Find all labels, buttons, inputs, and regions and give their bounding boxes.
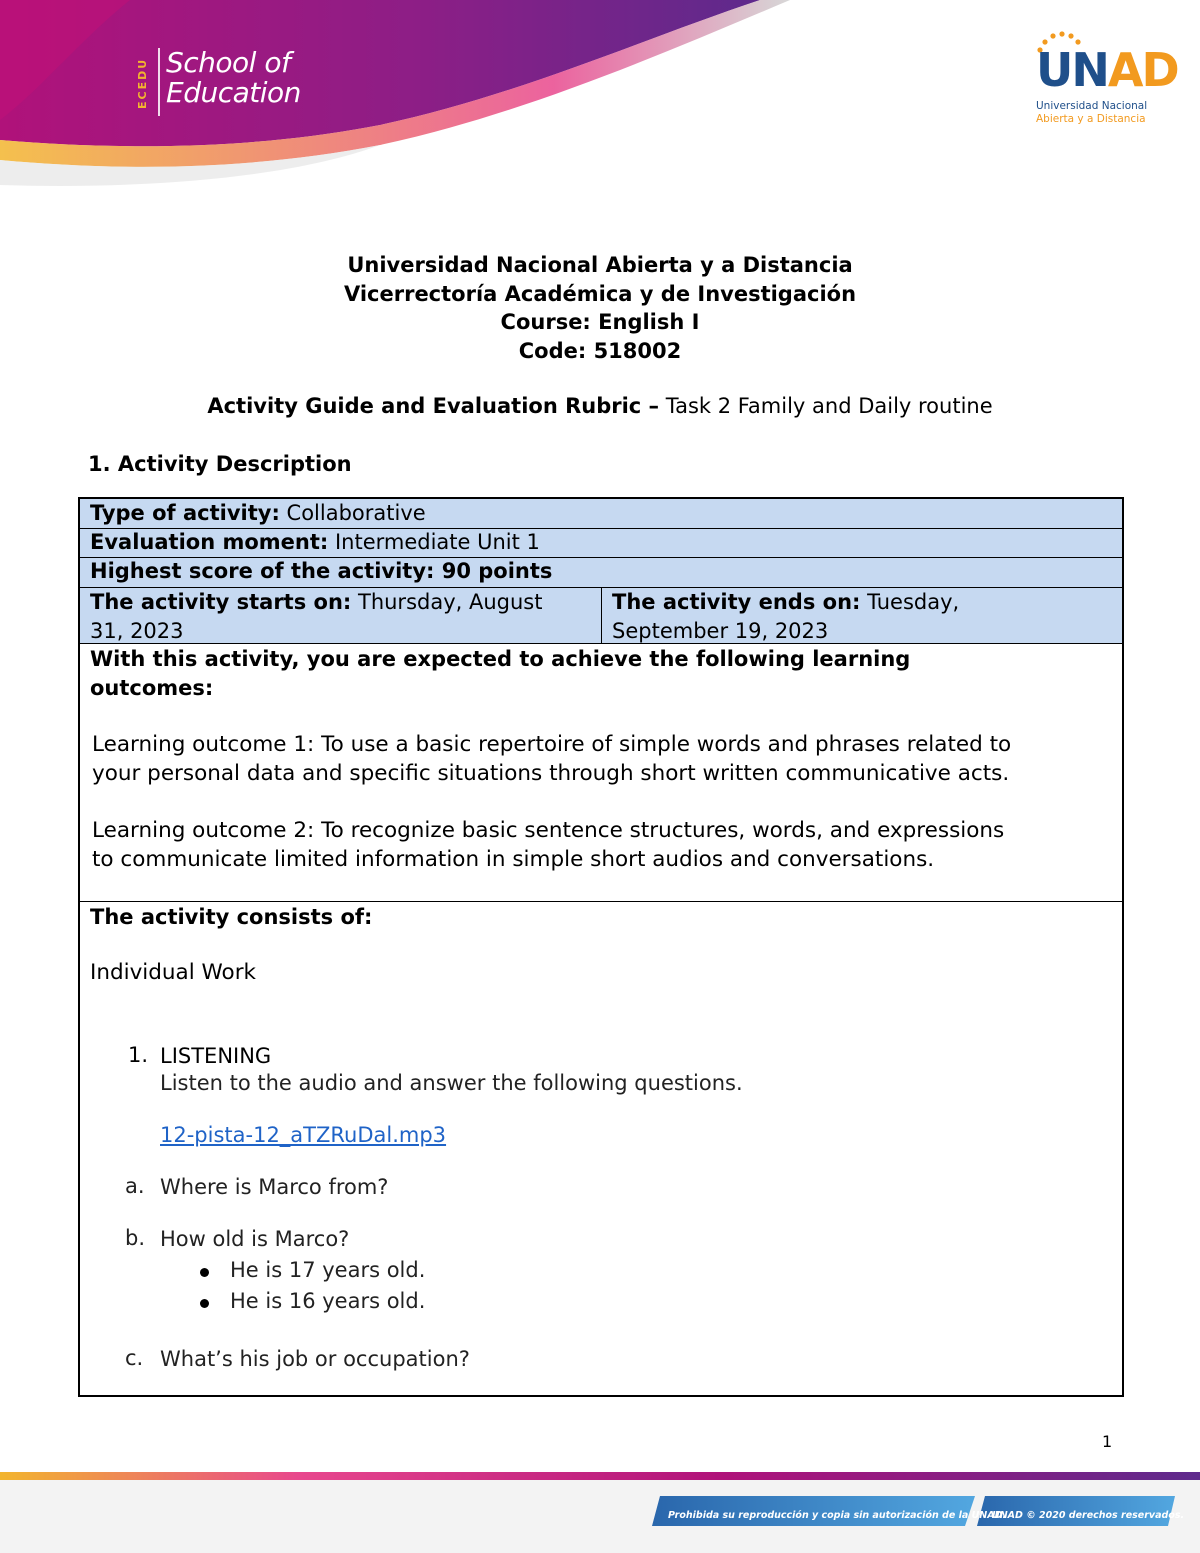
row-type xyxy=(80,499,1122,529)
type-label: Type of activity: xyxy=(90,501,280,525)
row-learning-outcomes xyxy=(80,644,1122,902)
type-value: Collaborative xyxy=(279,501,426,525)
unad-subtitle-1: Universidad Nacional xyxy=(1036,100,1148,112)
row-dates xyxy=(80,588,1122,644)
school-line-2: Education xyxy=(166,76,301,109)
outcomes-heading xyxy=(90,645,910,702)
bullet-icon xyxy=(200,1268,209,1277)
individual-work: Individual Work xyxy=(90,960,256,985)
end-date-cell xyxy=(602,588,1122,643)
start-date-cell xyxy=(80,588,602,643)
school-line-1: School of xyxy=(166,46,291,79)
activity-table xyxy=(78,497,1124,1397)
footer-decoration xyxy=(0,1458,1200,1553)
title-code: Code: 518002 xyxy=(518,338,682,363)
outcome1-line1: Learning outcome 1: To use a basic repertoire of simple words and phrases related to xyxy=(92,732,1012,757)
row-score xyxy=(80,558,1122,588)
eval-label: Evaluation moment: xyxy=(90,530,329,554)
ecedu-label: ECEDU xyxy=(136,57,149,109)
section-heading: 1. Activity Description xyxy=(88,452,352,476)
item1-instruction: Listen to the audio and answer the following questions. xyxy=(160,1071,743,1095)
logo-divider xyxy=(158,48,160,116)
item1-title: LISTENING xyxy=(160,1044,272,1068)
item1-number: 1. xyxy=(128,1043,149,1067)
guide-title-bold: Activity Guide and Evaluation Rubric – xyxy=(207,394,660,418)
question-b-letter: b. xyxy=(125,1226,146,1250)
audio-link[interactable]: 12-pista-12_aTZRuDal.mp3 xyxy=(160,1123,447,1147)
outcome1-line2: your personal data and specific situations through short written communicative acts. xyxy=(92,760,1010,786)
question-a-letter: a. xyxy=(125,1174,145,1198)
start-label: The activity starts on: xyxy=(90,590,352,614)
school-of-education-logo xyxy=(166,48,301,108)
outcome2-line2: to communicate limited information in simple short audios and conversations. xyxy=(92,846,935,872)
bullet-icon xyxy=(200,1299,209,1308)
outcomes-heading-line2: outcomes: xyxy=(90,675,214,700)
learning-outcome-1 xyxy=(92,731,1011,788)
eval-value: Intermediate Unit 1 xyxy=(328,530,540,554)
title-university: Universidad Nacional Abierta y a Distancia xyxy=(347,253,853,277)
guide-title-rest: Task 2 Family and Daily routine xyxy=(659,394,993,418)
start-value-1: Thursday, August xyxy=(351,590,543,614)
unad-logo-un: UN xyxy=(1036,43,1108,97)
title-course: Course: English I xyxy=(500,310,700,334)
page-number: 1 xyxy=(1102,1432,1113,1451)
eval-cell xyxy=(90,530,540,554)
unad-subtitle-2: Abierta y a Distancia xyxy=(1036,113,1146,125)
document-title xyxy=(0,251,1200,365)
outcomes-heading-line1: With this activity, you are expected to achieve the following learning xyxy=(90,647,911,671)
footer-copyright-notice: Prohibida su reproducción y copia sin autorización de la UNAD. xyxy=(668,1510,1007,1521)
score-cell xyxy=(90,559,552,583)
unad-logo-ad: AD xyxy=(1107,43,1178,97)
outcome2-line1: Learning outcome 2: To recognize basic sentence structures, words, and expressions xyxy=(92,818,1005,843)
end-date-text xyxy=(612,588,959,645)
end-value-2: September 19, 2023 xyxy=(612,618,829,643)
learning-outcome-2 xyxy=(92,817,1004,874)
start-value-2: 31, 2023 xyxy=(90,618,184,643)
type-cell xyxy=(90,501,426,525)
unad-logo xyxy=(1036,40,1178,100)
row-evaluation xyxy=(80,529,1122,558)
question-b-option-2: He is 16 years old. xyxy=(230,1289,426,1313)
question-c: What’s his job or occupation? xyxy=(160,1347,470,1371)
end-value-1: Tuesday, xyxy=(860,590,960,614)
row-activity-consists xyxy=(80,902,1122,1395)
title-vicerrectoria: Vicerrectoría Académica y de Investigación xyxy=(343,281,857,306)
question-a: Where is Marco from? xyxy=(160,1175,389,1199)
question-b: How old is Marco? xyxy=(160,1227,350,1251)
start-date-text xyxy=(90,588,542,645)
question-c-letter: c. xyxy=(125,1346,144,1370)
end-label: The activity ends on: xyxy=(612,590,861,614)
question-b-option-1: He is 17 years old. xyxy=(230,1258,426,1282)
footer-rights: UNAD © 2020 derechos reservados. xyxy=(992,1510,1185,1521)
guide-title xyxy=(0,394,1200,418)
score-text: Highest score of the activity: 90 points xyxy=(90,559,553,583)
consists-heading: The activity consists of: xyxy=(90,905,373,929)
